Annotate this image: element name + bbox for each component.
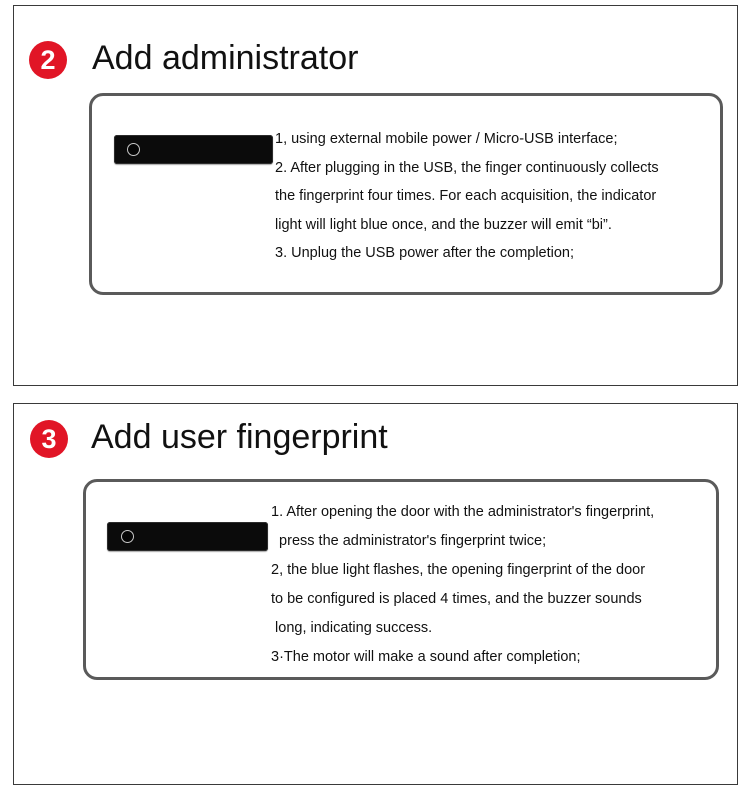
step-number-badge: 2	[29, 41, 67, 79]
fingerprint-sensor-icon	[127, 143, 140, 156]
step-3-panel	[13, 403, 738, 785]
fingerprint-module-icon	[107, 522, 268, 551]
step-2-panel	[13, 5, 738, 386]
instruction-line: long, indicating success.	[271, 620, 433, 636]
instructions-box	[83, 479, 719, 680]
instruction-line: 2, the blue light flashes, the opening fingerprint of the door	[271, 562, 646, 578]
instructions-box	[89, 93, 723, 295]
instruction-list	[271, 498, 654, 672]
instruction-line: 3·The motor will make a sound after completion;	[271, 649, 581, 665]
instruction-line: to be configured is placed 4 times, and the buzzer sounds	[271, 591, 642, 607]
instruction-line: 3. Unplug the USB power after the completion;	[275, 245, 575, 261]
fingerprint-sensor-icon	[121, 530, 134, 543]
step-title: Add administrator	[92, 39, 359, 77]
instruction-line: 1, using external mobile power / Micro-USB interface;	[275, 131, 618, 147]
instruction-line: 2. After plugging in the USB, the finger continuously collects	[275, 159, 659, 176]
fingerprint-module-icon	[114, 135, 273, 164]
instruction-line: light will light blue once, and the buzzer will emit “bi”.	[275, 216, 612, 233]
step-title: Add user fingerprint	[91, 418, 388, 456]
instruction-line: 1. After opening the door with the administrator's fingerprint,	[271, 504, 655, 520]
step-number-badge: 3	[30, 420, 68, 458]
instruction-line: the fingerprint four times. For each acquisition, the indicator	[275, 188, 657, 204]
instruction-line: press the administrator's fingerprint twice;	[271, 533, 547, 549]
instruction-list	[275, 125, 659, 268]
